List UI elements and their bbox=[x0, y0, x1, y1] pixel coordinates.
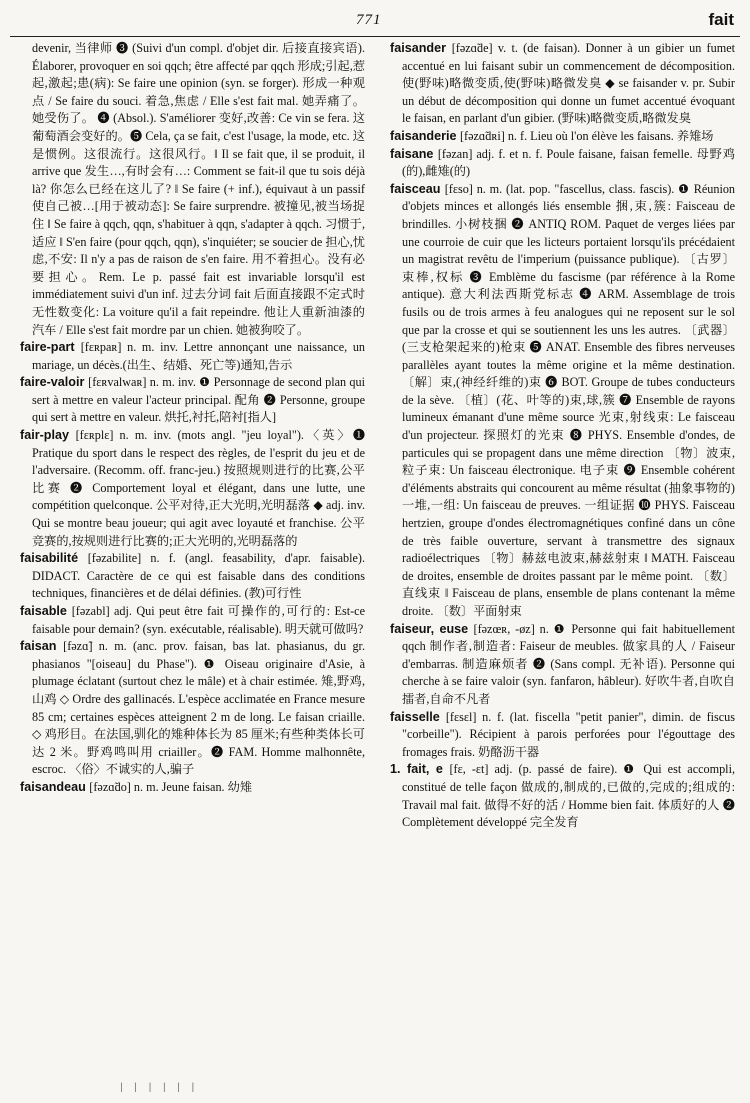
dictionary-entry bbox=[20, 603, 365, 638]
footer-marks: ǀ ǀ ǀ ǀ ǀ ǀ bbox=[120, 1081, 199, 1096]
headword: 1. fait, e bbox=[390, 762, 443, 777]
running-head: fait bbox=[708, 10, 734, 29]
entry-text: [fɛ, -ɛt] adj. (p. passé de faire). ❶ Qui est accompli, constitué de telle façon 做成的,制成的,已做的,完成的;组成的: Travail mal fait. 做得不好的活 / Homme bien fait. 体质好的人 ❷ Complètement développé 完全发育 bbox=[402, 762, 735, 830]
headword: faisan bbox=[20, 639, 57, 654]
headword: faisselle bbox=[390, 709, 440, 724]
entry-text: [fəzan] adj. f. et n. f. Poule faisane, faisan femelle. 母野鸡(的),雌雉(的) bbox=[402, 146, 735, 179]
entry-text: [fɛʀplɛ] n. m. inv. (mots angl. "jeu loyal").〈英〉❶ Pratique du sport dans le respect des règles, de l'esprit du jeu et de l'adversaire. (Recomm. off. franc-jeu.) 按照规则进行的比赛,公平比赛 ❷ Comportement loyal et élégant, dans une lutte, une compétition quelconque. 公平对待,正大光明,光明磊落 ◆ adj. inv. Qui se montre beau joueur; qui agit avec loyauté et franchise. 公平竞赛的,按规则进行比赛的;正大光明的,光明磊落的 bbox=[32, 428, 366, 548]
page-header bbox=[0, 2, 750, 38]
dictionary-entry bbox=[390, 709, 735, 762]
dictionary-entry bbox=[390, 761, 735, 831]
entry-text: [fɛso] n. m. (lat. pop. "fascellus, class. fascis). ❶ Réunion d'objets minces et allongés liés ensemble 捆,束,簇: Faisceau de brindilles. 小树枝捆 ❷ ANTIQ ROM. Paquet de verges liées par une courroie de cuir que les licteurs portaient lorsqu'ils précédaient un magistrat revêtu de l'imperium (puissance publique). 〔古罗〕束棒,权标 ❸ Emblème du fascisme (par référence à la Rome antique). 意大利法西斯党标志 ❹ ARM. Assemblage de trois fusils ou de trois armes à feu analogues qui ne reposent sur le sol que par la crosse et qui se soutiennent les uns les autres. 〔武器〕(三支枪架起来的)枪束 ❺ ANAT. Ensemble des fibres nerveuses parallèles ayant toutes la même origine et la même destination. 〔解〕束,(神经纤维的)束 ❻ BOT. Groupe de tubes conducteurs de la sève. 〔植〕(花、叶等的)束,球,簇 ❼ Ensemble de rayons lumineux émanant d'une même source 光束,射线束: Le faisceau d'un projecteur. 探照灯的光束 ❽ PHYS. Ensemble d'ondes, de particules qui se propagent dans une même direction 〔物〕波束,粒子束: Un faisceau électronique. 电子束 ❾ Ensemble cohérent d'éléments abstraits qui concourent au même résultat (抽象事物的)一堆,一组: Un faisceau de preuves. 一组证据 ❿ PHYS. Faisceau hertzien, groupe d'ondes électromagnétiques confiné dans un cône de très faible ouverture, servant à transmettre des signaux radioélectriques 〔物〕赫兹电波束,赫兹射束 ‖ MATH. Faisceau de droites, ensemble de droites passant par le même point. 〔数〕直线束 ‖ Faisceau de plans, ensemble de plans contenant la même droite. 〔数〕平面射束 bbox=[402, 181, 736, 618]
dictionary-entry bbox=[390, 181, 735, 621]
entry-text: [fəzɑ̃] n. m. (anc. prov. faisan, bas lat. phasianus, du gr. phasianos "[oiseau] du Phase"). ❶ Oiseau originaire d'Asie, à plumage éclatant (surtout chez le mâle) et à chair estimée. 雉,野鸡,山鸡 ◇ Ordre des gallinacés. L'espèce acclimatée en France mesure 85 cm; certaines espèces atteignent 2 m de long. Le faisan criaille. ◇ 鸡形目。在法国,驯化的雉种体长为 85 厘米;有些种类体长可达 2 米。野鸡鸣叫用 criailler。❷ FAM. Homme malhonnête, escroc. 〈俗〉不诚实的人,骗子 bbox=[32, 639, 365, 777]
entry-text: [fəzɑ̃dʀi] n. f. Lieu où l'on élève les faisans. 养雉场 bbox=[460, 128, 714, 143]
entry-text: [fɛʀpaʀ] n. m. inv. Lettre annonçant une naissance, un mariage, un décès.(出生、结婚、死亡等)通知,告示 bbox=[32, 340, 366, 372]
right-column bbox=[390, 40, 735, 832]
entry-text: devenir, 当律师 ❸ (Suivi d'un compl. d'objet dir. 后接直接宾语). Élaborer, provoquer en soi qqch; être affecté par qqch 形成;引起,惹起,激起;患(病): Se faire une opinion (syn. se forger). 形成一种观点 / Se faire du souci. 着急,焦虑 / Elle s'est fait mal. 她弄痛了。她受伤了。 ❹ (Absol.). S'améliorer 变好,改善: Ce vin se fera. 这葡萄酒会变好的。❺ Cela, ça se fait, c'est l'usage, la mode, etc. 这是惯例。这很流行。这很风行。‖ Il se fait que, il se produit, il arrive que 发生…,有时会有…: Comment se fait-il que tu sois déjà là? 你怎么已经在这儿了? ‖ Se faire (+ inf.), équivaut à un passif 使自己被…[用于被动态]: Se faire surprendre. 被撞见,被当场捉住 ‖ Se faire à qqch, qqn, s'habituer à qqn, s'adapter à qqch. 习惯于,适应 ‖ S'en faire (pour qqch, qqn), s'inquiéter; se soucier de 担心,忧虑,不安: Il n'y a pas de raison de s'en faire. 用不着担心。没有必要担心。Rem. Le p. passé fait est invariable lorsqu'il est immédiatement suivi d'un inf. 过去分词 fait 后面直接跟不定式时无性数变化: La voiture qu'il a fait repeindre. 他让人重新油漆的汽车 / Elle s'est fait mordre par un chien. 她被狗咬了。 bbox=[32, 41, 365, 337]
headword: faire-valoir bbox=[20, 375, 85, 390]
dictionary-entry bbox=[20, 374, 365, 427]
entry-text: [fɛʀvalwaʀ] n. m. inv. ❶ Personnage de second plan qui sert à mettre en valeur l'acteur principal. 配角 ❷ Personne, groupe qui sert à mettre en valeur. 烘托,衬托,陪衬[指人] bbox=[32, 375, 365, 425]
left-column bbox=[20, 40, 365, 797]
page-number: 771 bbox=[356, 12, 382, 28]
dictionary-entry bbox=[20, 550, 365, 603]
entry-text: [fəzɑ̃do] n. m. Jeune faisan. 幼雉 bbox=[89, 779, 253, 794]
headword: fair-play bbox=[20, 428, 69, 443]
entry-text: [fəzœʀ, -øz] n. ❶ Personne qui fait habituellement qqch 制作者,制造者: Faiseur de meubles. 做家具的人 / Faiseur d'embarras. 制造麻烦者 ❷ (Sans compl. 无补语). Personne qui cherche à se faire valoir (syn. fanfaron, hâbleur). 好吹牛者,自吹自擂者,自命不凡者 bbox=[402, 621, 736, 706]
headword: faisanderie bbox=[390, 128, 457, 143]
dictionary-entry bbox=[20, 427, 365, 550]
dictionary-entry bbox=[20, 779, 365, 797]
headword: faisane bbox=[390, 146, 434, 161]
entry-text: [fəzabilite] n. f. (angl. feasability, d'apr. faisable). DIDACT. Caractère de ce qui est faisable dans des conditions techniques, financières et de délai définies. (教)可行性 bbox=[32, 551, 365, 601]
entry-text: [fɛsɛl] n. f. (lat. fiscella "petit panier", dimin. de fiscus "corbeille"). Récipient à parois perforées pour l'égouttage des fromages frais. 奶酪沥干器 bbox=[402, 709, 735, 759]
dictionary-entry bbox=[20, 638, 365, 779]
headword: faisandeau bbox=[20, 779, 86, 794]
headword: faisable bbox=[20, 604, 67, 618]
headword: faiseur, euse bbox=[390, 621, 469, 636]
dictionary-entry bbox=[20, 40, 365, 339]
headword: faisabilité bbox=[20, 551, 79, 566]
dictionary-entry bbox=[390, 40, 735, 128]
dictionary-entry bbox=[20, 339, 365, 374]
dictionary-entry bbox=[390, 621, 735, 709]
headword: faisander bbox=[390, 41, 446, 55]
dictionary-entry bbox=[390, 146, 735, 181]
header-rule bbox=[10, 36, 740, 37]
headword: faire-part bbox=[20, 340, 75, 355]
entry-text: [fəzɑ̃de] v. t. (de faisan). Donner à un gibier un fumet accentué en lui faisant subir un commencement de décomposition. 使(野味)略微变质,使(野味)略微发臭 ◆ se faisander v. pr. Subir un début de décomposition qui donne un fumet accentué évoquant le faisan, en parlant d'un gibier. (野味)略微变质,略微发臭 bbox=[402, 41, 735, 126]
headword: faisceau bbox=[390, 181, 441, 196]
entry-text: [fəzabl] adj. Qui peut être fait 可操作的,可行的: Est-ce faisable pour demain? (syn. exécutable, réalisable). 明天就可做吗? bbox=[32, 604, 365, 636]
dictionary-entry bbox=[390, 128, 735, 146]
